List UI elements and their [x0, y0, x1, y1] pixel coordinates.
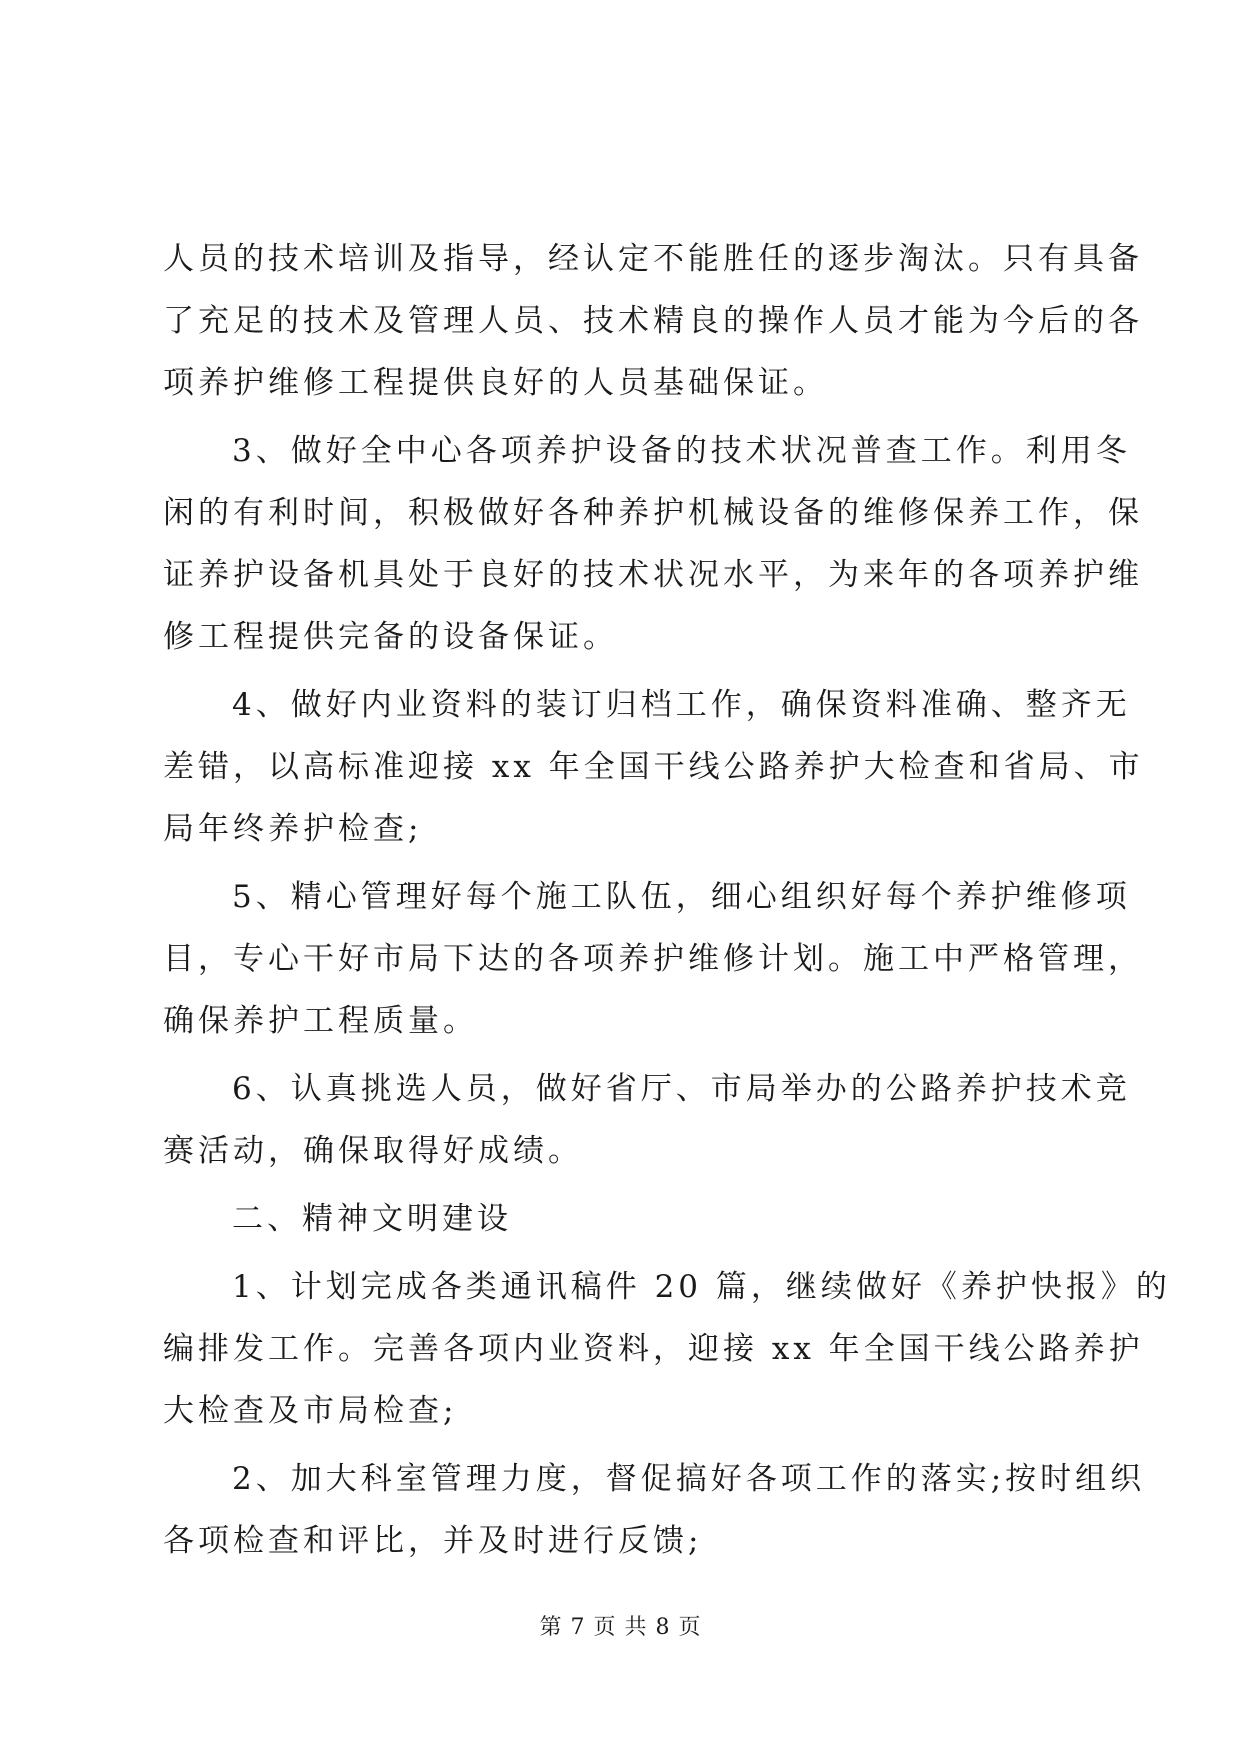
section-heading: 二、精神文明建设 [232, 1201, 512, 1237]
text-line: 确保养护工程质量。 [163, 1003, 478, 1039]
text-line: 目，专心干好市局下达的各项养护维修计划。施工中严格管理， [163, 941, 1143, 977]
text-line: 人员的技术培训及指导，经认定不能胜任的逐步淘汰。只有具备 [163, 241, 1143, 277]
page-number-footer: 第 7 页 共 8 页 [539, 1615, 702, 1640]
text-line: 各项检查和评比，并及时进行反馈; [163, 1523, 703, 1559]
text-line: 项养护维修工程提供良好的人员基础保证。 [163, 365, 828, 401]
text-line: 大检查及市局检查; [163, 1393, 458, 1429]
text-line: 修工程提供完备的设备保证。 [163, 619, 618, 655]
document-body [163, 228, 1171, 1572]
text-line: 了充足的技术及管理人员、技术精良的操作人员才能为今后的各 [163, 303, 1143, 339]
text-line: 编排发工作。完善各项内业资料，迎接 xx 年全国干线公路养护 [163, 1331, 1144, 1367]
paragraph-first-line: 4、做好内业资料的装订归档工作，确保资料准确、整齐无 [232, 687, 1131, 723]
paragraph-first-line: 3、做好全中心各项养护设备的技术状况普查工作。利用冬 [232, 433, 1131, 469]
text-line: 差错，以高标准迎接 xx 年全国干线公路养护大检查和省局、市 [163, 749, 1144, 785]
paragraph-first-line: 5、精心管理好每个施工队伍，细心组织好每个养护维修项 [232, 879, 1131, 915]
text-line: 局年终养护检查; [163, 811, 423, 847]
paragraph-first-line: 2、加大科室管理力度，督促搞好各项工作的落实;按时组织 [232, 1461, 1146, 1497]
paragraph-first-line: 6、认真挑选人员，做好省厅、市局举办的公路养护技术竞 [232, 1071, 1131, 1107]
text-line: 证养护设备机具处于良好的技术状况水平，为来年的各项养护维 [163, 557, 1143, 593]
text-line: 闲的有利时间，积极做好各种养护机械设备的维修保养工作，保 [163, 495, 1143, 531]
text-line: 赛活动，确保取得好成绩。 [163, 1133, 583, 1169]
paragraph-first-line: 1、计划完成各类通讯稿件 20 篇，继续做好《养护快报》的 [232, 1269, 1171, 1305]
